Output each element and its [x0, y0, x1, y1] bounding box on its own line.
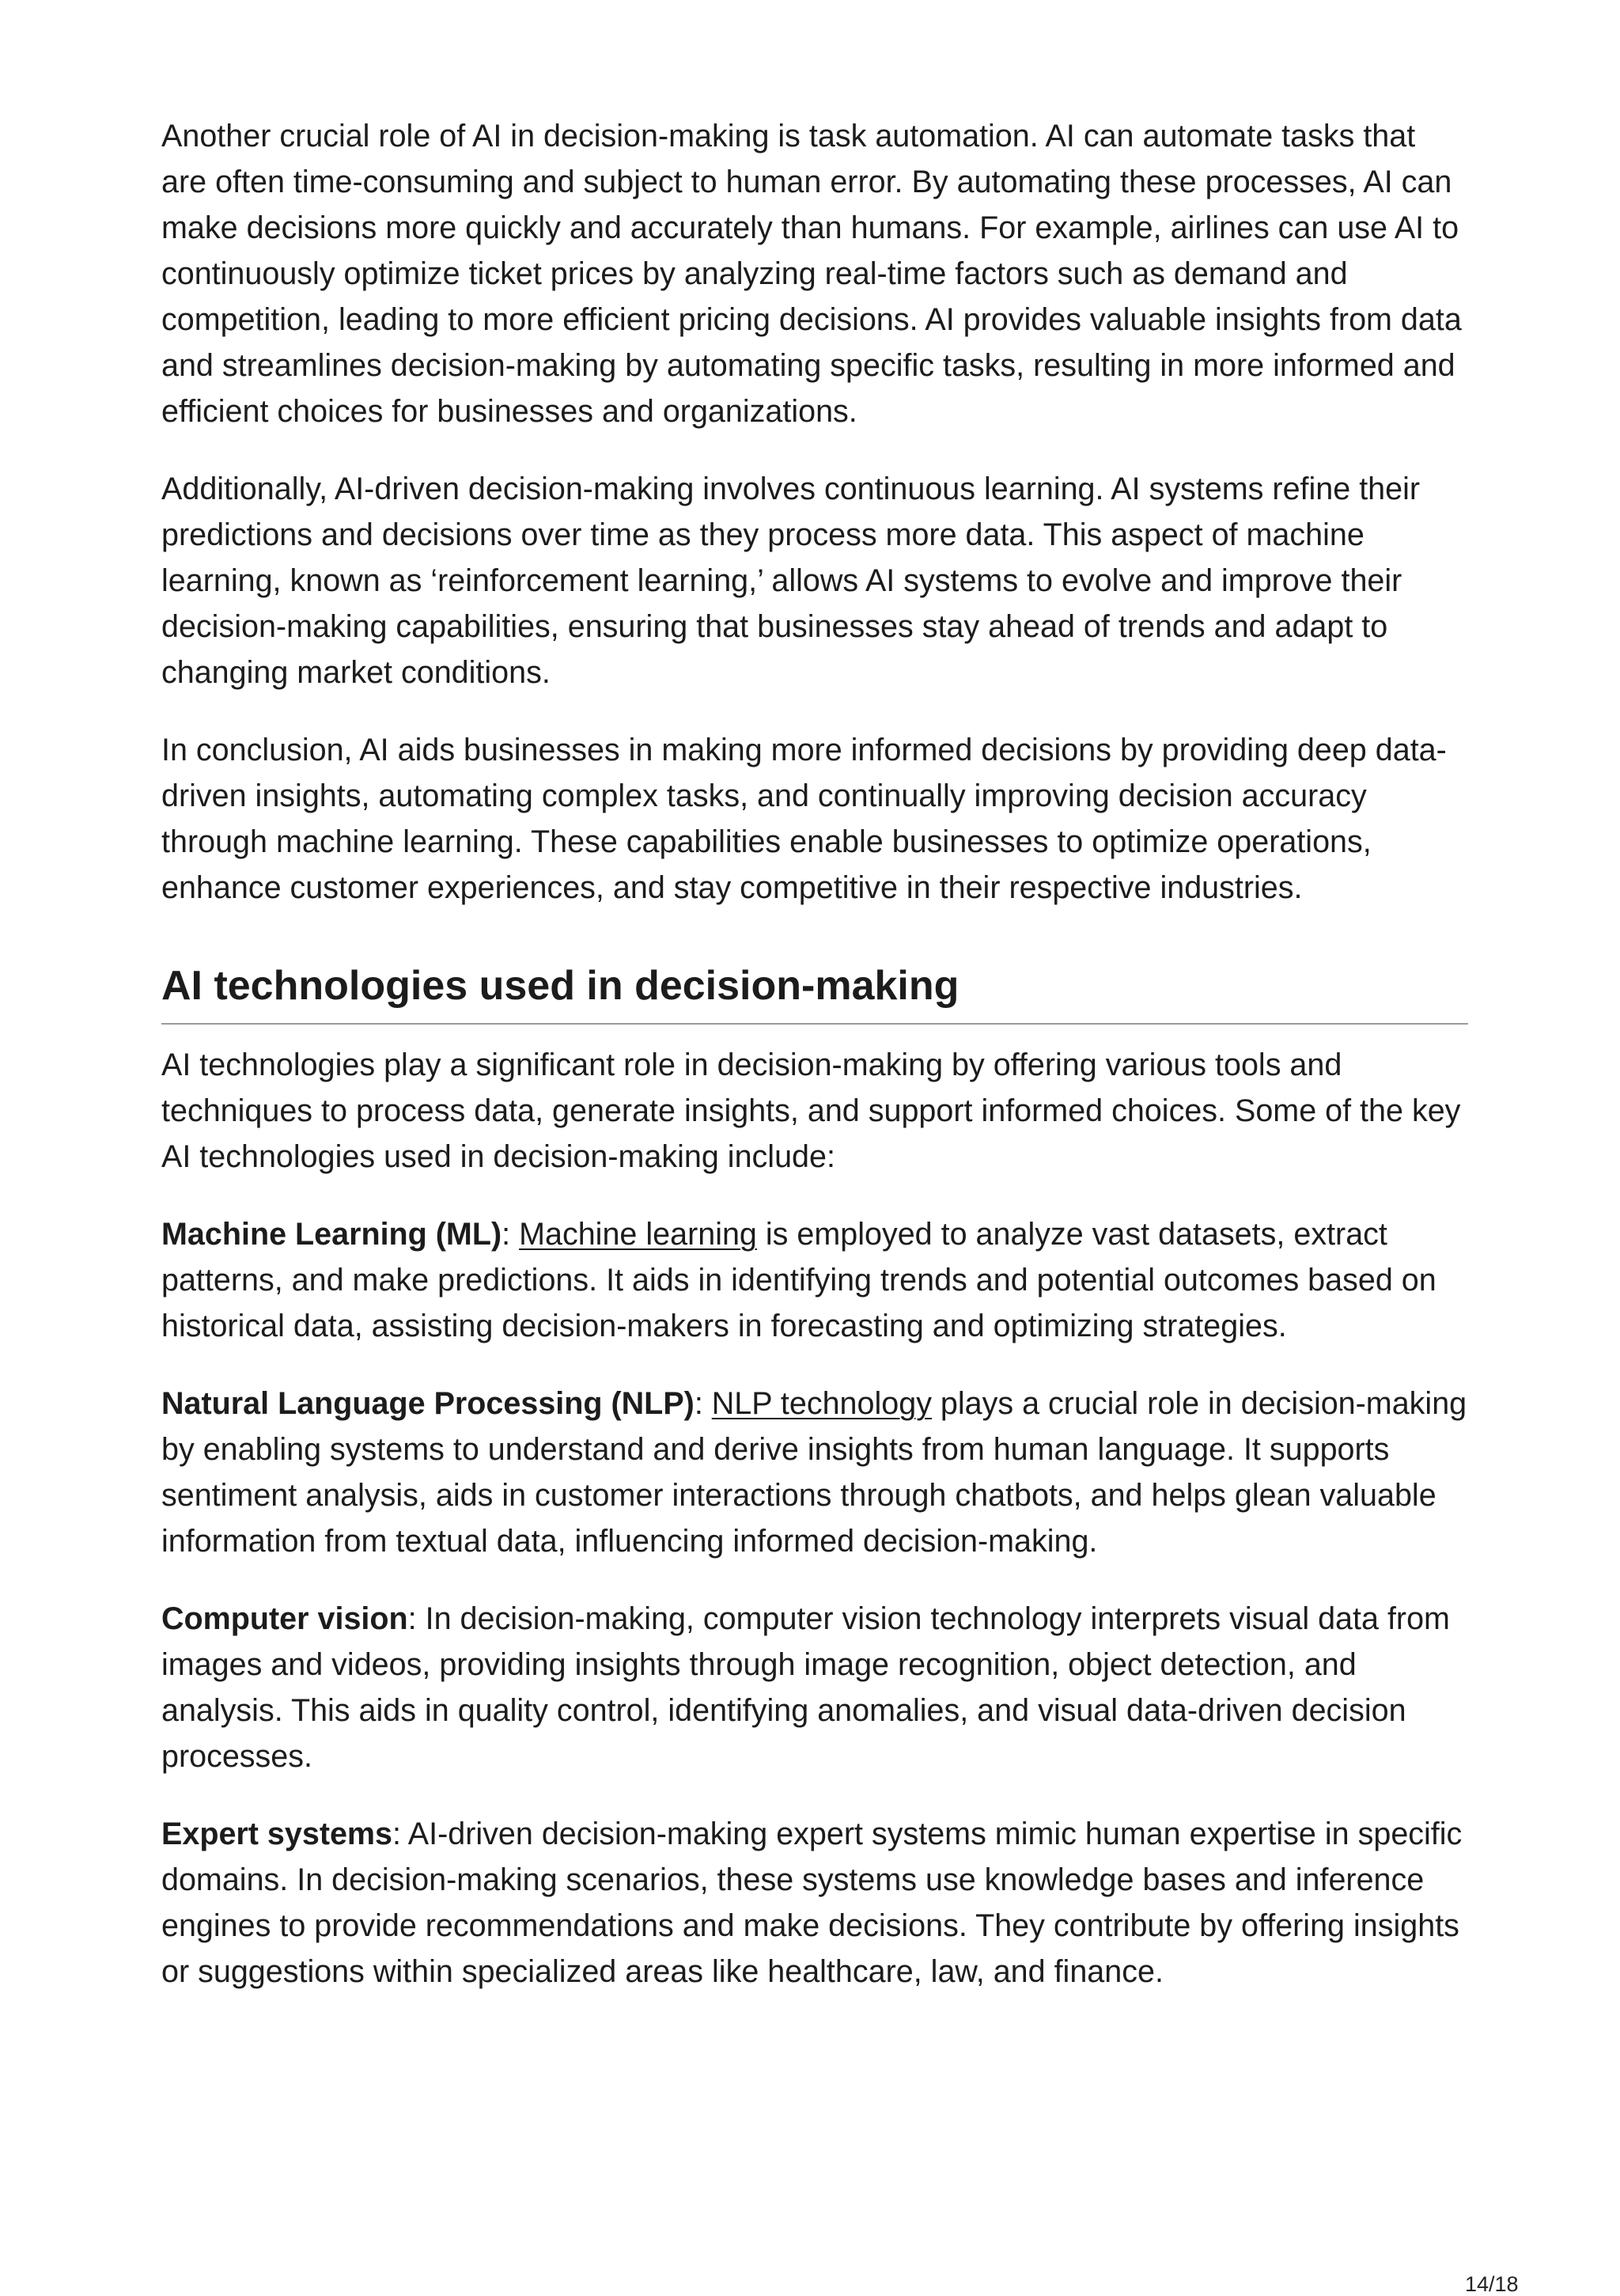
- term-computer-vision: Computer vision: [161, 1601, 408, 1636]
- item-text: : AI-driven decision-making expert systems mimic human expertise in specific domains. In decision-making scenarios, these systems use knowledge bases and inference engines to provide recommendations and make decisions. They contribute by offering insights or suggestions within specialized areas like healthcare, law, and finance.: [161, 1817, 1463, 1989]
- section-heading: AI technologies used in decision-making: [161, 960, 1468, 1025]
- paragraph-continuous-learning: Additionally, AI-driven decision-making involves continuous learning. AI systems refine their predictions and decisions over time as they process more data. This aspect of machine learning, known as ‘reinforcement learning,’ allows AI systems to evolve and improve their decision-making capabilities, ensuring that businesses stay ahead of trends and adapt to changing market conditions.: [161, 472, 1421, 690]
- list-item-expert-systems: [161, 1811, 1468, 1995]
- nlp-technology-link[interactable]: NLP technology: [711, 1386, 932, 1421]
- term-nlp: Natural Language Processing (NLP): [161, 1386, 695, 1421]
- list-item-computer-vision: [161, 1596, 1468, 1779]
- item-text: : In decision-making, computer vision technology interprets visual data from images and videos, providing insights through image recognition, object detection, and analysis. This aids in quality control, identifying anomalies, and visual data-driven decision processes.: [161, 1601, 1450, 1774]
- separator: :: [694, 1386, 712, 1421]
- section-intro: AI technologies play a significant role in decision-making by offering various tools and techniques to process data, generate insights, and support informed choices. Some of the key AI technologies used in decision-making include:: [161, 1048, 1461, 1174]
- item-text: is employed to analyze vast datasets, extract patterns, and make predictions. It aids in identifying trends and potential outcomes based on historical data, assisting decision-makers in forecasting and optimizing strategies.: [161, 1217, 1436, 1343]
- separator: :: [502, 1217, 520, 1252]
- document-body: [161, 113, 1468, 2026]
- paragraph-task-automation: Another crucial role of AI in decision-making is task automation. AI can automate tasks that are often time-consuming and subject to human error. By automating these processes, AI can make decisions more quickly and accurately than humans. For example, airlines can use AI to continuously optimize ticket prices by analyzing real-time factors such as demand and competition, leading to more efficient pricing decisions. AI provides valuable insights from data and streamlines decision-making by automating specific tasks, resulting in more informed and efficient choices for businesses and organizations.: [161, 119, 1462, 429]
- list-item-machine-learning: [161, 1211, 1468, 1349]
- list-item-nlp: [161, 1381, 1468, 1564]
- machine-learning-link[interactable]: Machine learning: [519, 1217, 757, 1252]
- term-machine-learning: Machine Learning (ML): [161, 1217, 502, 1252]
- term-expert-systems: Expert systems: [161, 1817, 393, 1851]
- paragraph-conclusion: In conclusion, AI aids businesses in making more informed decisions by providing deep data-driven insights, automating complex tasks, and continually improving decision accuracy through machine learning. These capabilities enable businesses to optimize operations, enhance customer experiences, and stay competitive in their respective industries.: [161, 733, 1447, 905]
- item-text: plays a crucial role in decision-making by enabling systems to understand and derive insights from human language. It supports sentiment analysis, aids in customer interactions through chatbots, and helps glean valuable information from textual data, influencing informed decision-making.: [161, 1386, 1467, 1559]
- page-number: 14/18: [1465, 2272, 1519, 2296]
